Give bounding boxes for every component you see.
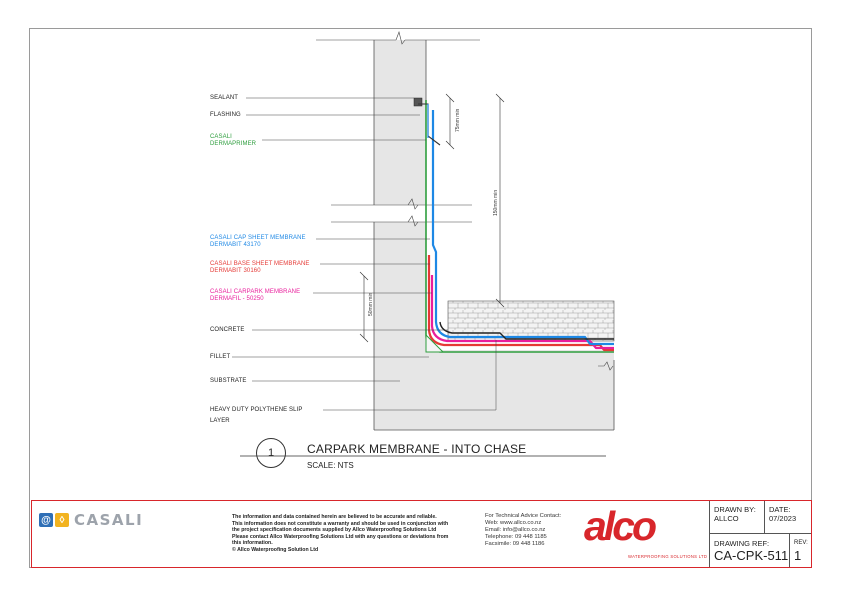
casali-logo (39, 511, 143, 529)
drawn-by-label: DRAWN BY: (714, 505, 756, 514)
drawing-ref-value: CA-CPK-511 (714, 548, 789, 563)
disclaimer-line: This information does not constitute a warranty and should be used in conjunction with (232, 520, 449, 527)
drawing-ref-label: DRAWING REF: (714, 539, 770, 548)
casali-logo-blue-icon: @ (39, 513, 53, 527)
concrete-wall (374, 40, 614, 430)
detail-title: CARPARK MEMBRANE - INTO CHASE (307, 442, 527, 456)
date-label: DATE: (769, 505, 791, 514)
disclaimer-line: this information. (232, 540, 273, 547)
casali-brand-text: CASALI (74, 511, 144, 529)
casali-logo-yellow-icon: ◊ (55, 513, 69, 527)
detail-number: 1 (256, 438, 286, 468)
label-carpark-2: DERMAFIL - 50250 (210, 296, 264, 302)
alco-logo-text: alco (584, 503, 655, 549)
contact-info (485, 513, 561, 548)
label-slip-layer-2: LAYER (210, 418, 230, 424)
contact-line[interactable]: Web: www.allco.co.nz (485, 519, 542, 526)
dim-75mm: 75mm min (455, 108, 461, 132)
disclaimer-line: © Allco Waterproofing Solution Ltd (232, 546, 319, 553)
title-block (31, 500, 812, 568)
label-base-sheet-2: DERMABIT 30160 (210, 268, 261, 274)
carpark-slab (448, 301, 614, 341)
label-fillet: FILLET (210, 354, 231, 360)
date-cell (764, 501, 811, 533)
label-sealant: SEALANT (210, 95, 239, 101)
dim-150mm: 150mm min (493, 189, 499, 216)
label-carpark-1: CASALI CARPARK MEMBRANE (210, 289, 301, 295)
date-value: 07/2023 (769, 514, 797, 523)
disclaimer-line: The information and data contained herein are believed to be accurate and reliable. (232, 514, 437, 520)
label-substrate: SUBSTRATE (210, 378, 247, 384)
contact-line[interactable]: Email: info@allco.co.nz (485, 526, 546, 533)
rev-cell (789, 534, 811, 567)
rev-label: REV: (794, 540, 808, 546)
disclaimer-line: the project specification documents supplied by Allco Waterproofing Solutions Ltd (232, 527, 437, 534)
label-concrete: CONCRETE (210, 327, 245, 333)
alco-logo-subtitle: WATERPROOFING SOLUTIONS LTD (628, 554, 708, 559)
label-dermaprimer-2: DERMAPRIMER (210, 141, 257, 147)
label-cap-sheet-1: CASALI CAP SHEET MEMBRANE (210, 235, 306, 241)
disclaimer-line: Please contact Allco Waterproofing Solutions Ltd with any questions or deviations from (232, 533, 449, 540)
contact-line: For Technical Advice Contact: (485, 513, 562, 519)
alco-logo (580, 503, 708, 565)
label-base-sheet-1: CASALI BASE SHEET MEMBRANE (210, 261, 310, 267)
label-slip-layer-1: HEAVY DUTY POLYTHENE SLIP (210, 407, 303, 413)
contact-line: Facsimile: 09 448 1186 (485, 540, 545, 547)
drawing-ref-cell (709, 534, 789, 567)
label-dermaprimer-1: CASALI (210, 134, 232, 140)
detail-scale: SCALE: NTS (307, 461, 354, 470)
rev-value: 1 (794, 548, 802, 563)
label-flashing: FLASHING (210, 112, 241, 118)
contact-line: Telephone: 09 448 1185 (485, 533, 547, 540)
disclaimer-text (232, 514, 472, 554)
drawn-by-value: ALLCO (714, 514, 739, 523)
drawn-by-cell (709, 501, 764, 533)
label-cap-sheet-2: DERMABIT 43170 (210, 242, 261, 248)
dim-50mm: 50mm min (368, 292, 374, 316)
